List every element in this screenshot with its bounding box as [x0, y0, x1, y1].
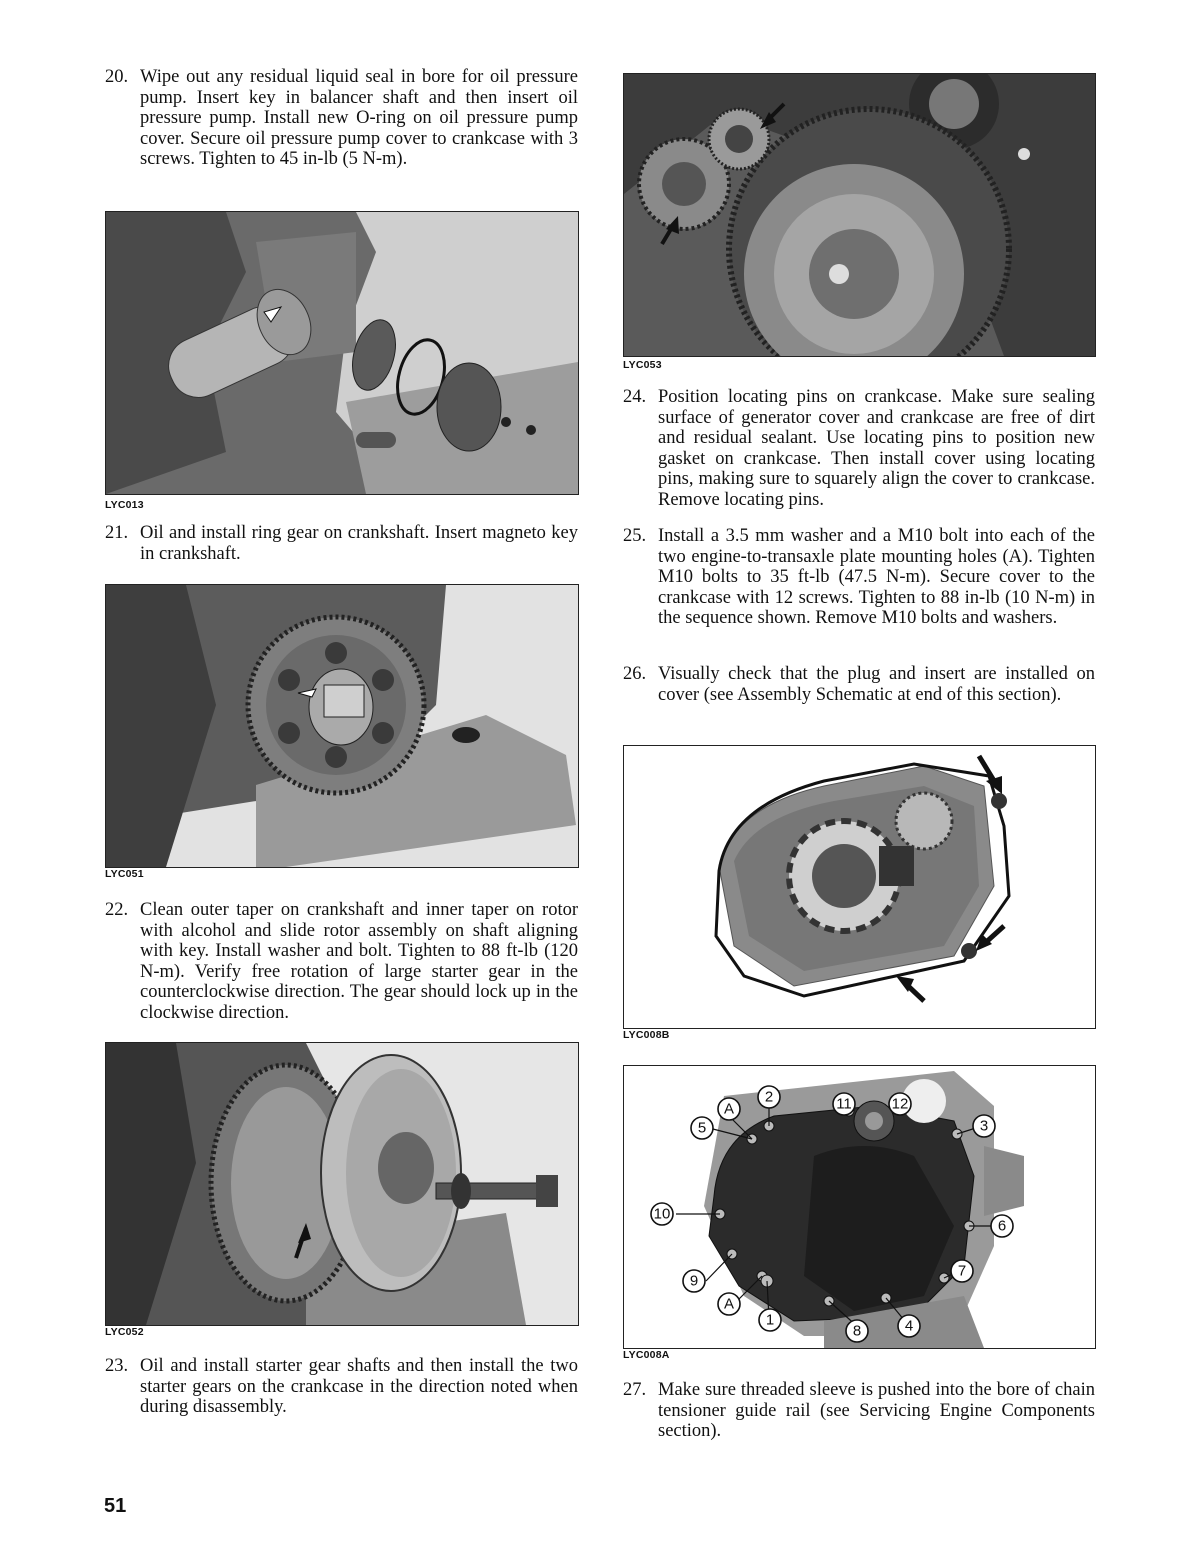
figure-caption: LYC013	[105, 499, 144, 511]
svg-text:9: 9	[689, 1272, 699, 1290]
figure-gasket	[623, 745, 1096, 1029]
callout-2	[758, 1086, 780, 1108]
figure-caption: LYC051	[105, 868, 144, 880]
callout-1	[759, 1309, 781, 1331]
step-text: Visually check that the plug and insert are installed on cover (see Assembly Schematic at end of this section).	[658, 664, 1095, 705]
figure-rotor-assembly	[105, 1042, 579, 1326]
figure-caption: LYC008A	[623, 1349, 670, 1361]
callout-8	[846, 1320, 868, 1342]
step-number: 24.	[623, 387, 647, 407]
starter-gears-illustration	[624, 74, 1095, 356]
callout-11	[833, 1093, 855, 1115]
figure-cover-torque-sequence	[623, 1065, 1096, 1349]
step-27	[623, 1380, 1095, 1444]
callout-12	[889, 1093, 911, 1115]
step-21	[105, 523, 578, 567]
callout-6	[991, 1215, 1013, 1237]
figure-caption: LYC052	[105, 1326, 144, 1338]
step-23	[105, 1356, 578, 1420]
callout-3	[973, 1115, 995, 1137]
svg-text:12: 12	[891, 1095, 909, 1113]
step-number: 21.	[105, 523, 129, 543]
svg-text:6: 6	[997, 1217, 1007, 1235]
svg-text:8: 8	[852, 1322, 862, 1340]
step-number: 22.	[105, 900, 129, 920]
svg-text:3: 3	[979, 1117, 989, 1135]
figure-caption: LYC053	[623, 359, 662, 371]
callout-a-top	[718, 1098, 740, 1120]
step-text: Oil and install ring gear on crankshaft. Insert magneto key in crankshaft.	[140, 523, 578, 564]
page-number: 51	[104, 1495, 127, 1517]
svg-text:11: 11	[836, 1095, 852, 1113]
ring-gear-illustration	[106, 585, 578, 867]
callout-9	[683, 1270, 705, 1292]
step-number: 26.	[623, 664, 647, 684]
step-number: 20.	[105, 67, 129, 87]
step-22	[105, 900, 578, 1028]
svg-text:1: 1	[765, 1311, 775, 1329]
step-text: Wipe out any residual liquid seal in bore for oil pressure pump. Insert key in balancer shaft and then insert oil pressure pump. Install new O-ring on oil pressure pump cover. Secure oil pressure pump cover to crankcase with 3 screws. Tighten to 45 in-lb (5 N-m).	[140, 67, 578, 170]
step-25	[623, 526, 1095, 654]
callout-a-bottom	[718, 1293, 740, 1315]
step-number: 23.	[105, 1356, 129, 1376]
svg-text:A: A	[723, 1295, 735, 1313]
step-text: Oil and install starter gear shafts and then install the two starter gears on the crankcase in the direction noted when during disassembly.	[140, 1356, 578, 1418]
step-24	[623, 387, 1095, 515]
step-26	[623, 664, 1095, 728]
svg-text:10: 10	[653, 1205, 671, 1223]
oil-pump-illustration	[106, 212, 578, 494]
svg-text:4: 4	[904, 1317, 914, 1335]
svg-text:5: 5	[697, 1119, 707, 1137]
callout-4	[898, 1315, 920, 1337]
svg-text:7: 7	[957, 1262, 967, 1280]
step-text: Clean outer taper on crankshaft and inner taper on rotor with alcohol and slide rotor assembly on shaft aligning with key. Install washer and bolt. Tighten to 88 ft-lb (120 N-m). Verify free rotation of large starter gear in the counterclockwise direction. The gear should lock up in the clockwise direction.	[140, 900, 578, 1023]
figure-ring-gear	[105, 584, 579, 868]
step-text: Make sure threaded sleeve is pushed into the bore of chain tensioner guide rail (see Servicing Engine Components section).	[658, 1380, 1095, 1442]
svg-text:2: 2	[764, 1088, 774, 1106]
step-text: Position locating pins on crankcase. Make sure sealing surface of generator cover and crankcase are free of dirt and residual sealant. Use locating pins to position new gasket on crankcase. Then install cover using locating pins, making sure to squarely align the cover to crankcase. Remove locating pins.	[658, 387, 1095, 510]
rotor-assembly-illustration	[106, 1043, 578, 1325]
callout-7	[951, 1260, 973, 1282]
step-number: 25.	[623, 526, 647, 546]
gasket-illustration	[624, 746, 1095, 1028]
figure-caption: LYC008B	[623, 1029, 670, 1041]
callout-5	[691, 1117, 713, 1139]
step-text: Install a 3.5 mm washer and a M10 bolt into each of the two engine-to-transaxle plate mounting holes (A). Tighten M10 bolts to 35 ft-lb (47.5 N-m). Secure cover to the crankcase with 12 screws. Tighten to 88 in-lb (10 N-m) in the sequence shown. Remove M10 bolts and washers.	[658, 526, 1095, 629]
figure-oil-pump	[105, 211, 579, 495]
callout-10	[651, 1203, 673, 1225]
figure-starter-gears	[623, 73, 1096, 357]
svg-text:A: A	[723, 1100, 735, 1118]
step-20	[105, 67, 578, 195]
step-number: 27.	[623, 1380, 647, 1400]
cover-torque-sequence-illustration	[624, 1066, 1095, 1348]
